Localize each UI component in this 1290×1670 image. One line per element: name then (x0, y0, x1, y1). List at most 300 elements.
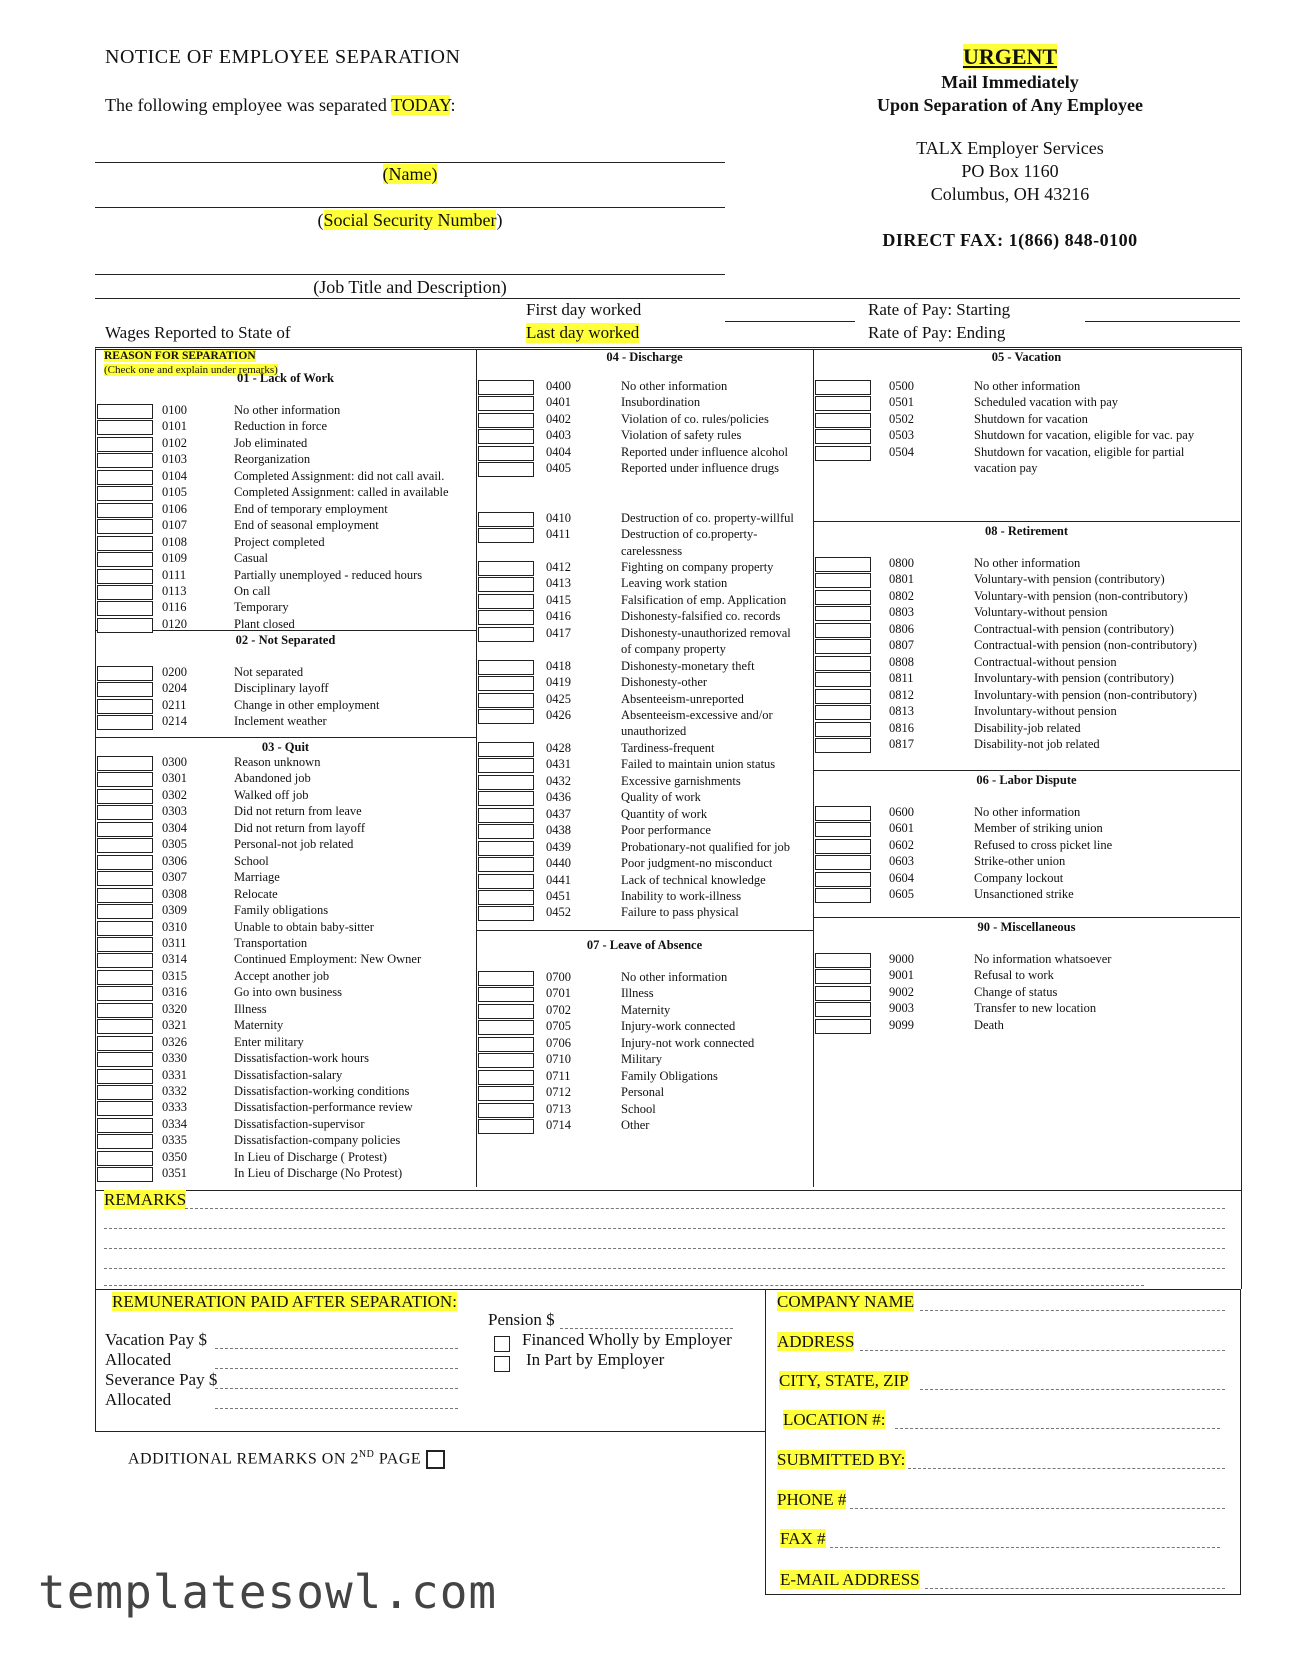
reason-desc-0714: Other (621, 1118, 650, 1133)
code-0438: 0438 (546, 823, 571, 838)
reason-desc-0813: Involuntary-without pension (974, 704, 1117, 719)
checkbox-0402[interactable] (478, 413, 534, 428)
reason-desc-0405: Reported under influence drugs (621, 461, 779, 476)
direct-fax: DIRECT FAX: 1(866) 848-0100 (882, 230, 1138, 250)
code-0600: 0600 (889, 805, 914, 819)
code-0413: 0413 (546, 576, 571, 591)
checkbox-0104[interactable] (97, 470, 153, 485)
checkbox-0817[interactable] (815, 738, 871, 753)
checkbox-0403[interactable] (478, 429, 534, 444)
checkbox-0437[interactable] (478, 808, 534, 823)
additional-remarks-page: PAGE (374, 1450, 422, 1468)
checkbox-0334[interactable] (97, 1118, 153, 1133)
checkbox-0413[interactable] (478, 577, 534, 592)
code-0411: 0411 (546, 527, 571, 542)
reason-desc-0102: Job eliminated (234, 435, 308, 450)
reason-desc-0501: Scheduled vacation with pay (974, 395, 1119, 410)
checkbox-0412[interactable] (478, 561, 534, 576)
code-0103: 0103 (162, 452, 187, 467)
in-part-checkbox-square[interactable] (494, 1356, 510, 1372)
checkbox-0417[interactable] (478, 627, 534, 642)
ssn-close: ) (496, 210, 503, 230)
code-0111: 0111 (162, 567, 187, 582)
code-0335: 0335 (162, 1133, 187, 1148)
code-0816: 0816 (889, 720, 914, 735)
fax-field[interactable] (830, 1547, 1220, 1548)
code-0706: 0706 (546, 1035, 571, 1050)
urgent-label (810, 44, 1210, 70)
reason-desc-0412: Fighting on company property (621, 559, 774, 574)
remarks-box (95, 1187, 1242, 1289)
company-name-label (777, 1292, 914, 1312)
reason-desc-0200: Not separated (234, 665, 304, 679)
section-title-08: 08 - Retirement (984, 524, 1069, 538)
reason-desc-0425: Absenteeism-unreported (621, 691, 744, 706)
checkbox-0309[interactable] (97, 904, 153, 919)
checkbox-0816[interactable] (815, 722, 871, 737)
checkbox-0401[interactable] (478, 396, 534, 411)
reason-desc-0437: Quantity of work (621, 806, 708, 821)
checkbox-0426[interactable] (478, 709, 534, 724)
financed-checkbox[interactable] (494, 1335, 510, 1353)
checkbox-0501[interactable] (815, 396, 871, 411)
checkbox-0111[interactable] (97, 569, 153, 584)
code-0803: 0803 (889, 605, 914, 620)
code-0106: 0106 (162, 501, 187, 516)
checkbox-0410[interactable] (478, 512, 534, 527)
code-0503: 0503 (889, 428, 914, 443)
checkbox-0102[interactable] (97, 437, 153, 452)
checkbox-0452[interactable] (478, 906, 534, 921)
checkbox-0504[interactable] (815, 446, 871, 461)
mail-immediately: Mail Immediately (941, 72, 1079, 92)
name-line[interactable] (95, 162, 725, 163)
checkbox-0331[interactable] (97, 1069, 153, 1084)
reason-desc-0120: Plant closed (234, 616, 295, 631)
remun-title-text: REMUNERATION PAID AFTER SEPARATION: (112, 1292, 457, 1311)
checkbox-0109[interactable] (97, 552, 153, 567)
checkbox-0706[interactable] (478, 1037, 534, 1052)
checkbox-0811[interactable] (815, 672, 871, 687)
code-0432: 0432 (546, 773, 571, 788)
reason-desc-0204: Disciplinary layoff (234, 681, 329, 696)
section-title-06: 06 - Labor Dispute (976, 773, 1077, 787)
reason-desc-0314: Continued Employment: New Owner (234, 952, 422, 967)
section-title-04: 04 - Discharge (606, 350, 683, 364)
pension-label: Pension $ (488, 1310, 555, 1329)
vacation-pay-field[interactable] (215, 1348, 458, 1349)
checkbox-0351[interactable] (97, 1167, 153, 1182)
checkbox-0120[interactable] (97, 618, 153, 633)
talx-address-3: Columbus, OH 43216 (930, 184, 1090, 204)
checkbox-9002[interactable] (815, 986, 871, 1001)
checkbox-0303[interactable] (97, 805, 153, 820)
checkbox-0320[interactable] (97, 1003, 153, 1018)
ssn-line[interactable] (95, 207, 725, 208)
reason-desc-0106: End of temporary employment (234, 501, 388, 516)
code-0404: 0404 (546, 444, 571, 459)
talx-address-1: TALX Employer Services (916, 138, 1104, 158)
checkbox-0812[interactable] (815, 689, 871, 704)
code-0711: 0711 (546, 1068, 571, 1083)
reason-desc-0419: Dishonesty-other (621, 675, 708, 690)
checkbox-0700[interactable] (478, 971, 534, 986)
reason-desc-0440: Poor judgment-no misconduct (621, 856, 773, 871)
reason-desc-0418: Dishonesty-monetary theft (621, 658, 755, 673)
code-0800: 0800 (889, 556, 914, 570)
checkbox-0605[interactable] (815, 888, 871, 903)
checkbox-0710[interactable] (478, 1053, 534, 1068)
checkbox-0803[interactable] (815, 606, 871, 621)
reason-desc-0304: Did not return from layoff (234, 820, 365, 835)
reason-desc-0605: Unsanctioned strike (974, 887, 1074, 902)
address-text: ADDRESS (777, 1332, 855, 1351)
section-title-01: 01 - Lack of Work (237, 371, 334, 385)
checkbox-0321[interactable] (97, 1019, 153, 1034)
phone-field[interactable] (850, 1508, 1225, 1509)
code-0301: 0301 (162, 771, 187, 786)
reason-desc-0401: Insubordination (621, 395, 701, 410)
code-0713: 0713 (546, 1101, 571, 1116)
severance-pay-label: Severance Pay $ (105, 1370, 218, 1389)
checkbox-0101[interactable] (97, 420, 153, 435)
checkbox-0314[interactable] (97, 953, 153, 968)
reason-desc-9099: Death (974, 1017, 1004, 1032)
allocated-1-field[interactable] (215, 1368, 458, 1369)
code-0204: 0204 (162, 681, 187, 696)
checkbox-9003[interactable] (815, 1002, 871, 1017)
address-label (777, 1332, 854, 1352)
checkbox-0400[interactable] (478, 380, 534, 395)
submitted-by-field[interactable] (908, 1468, 1225, 1469)
section-divider-top-07 (476, 930, 813, 931)
reason-desc-0309: Family obligations (234, 903, 329, 918)
checkbox-0306[interactable] (97, 855, 153, 870)
code-0714: 0714 (546, 1118, 571, 1133)
city-state-zip-text: CITY, STATE, ZIP (779, 1371, 909, 1390)
code-9099: 9099 (889, 1017, 914, 1032)
code-0109: 0109 (162, 551, 187, 566)
wages-top-line (95, 298, 1240, 299)
checkbox-0440[interactable] (478, 857, 534, 872)
phone-text: PHONE # (777, 1490, 847, 1509)
reason-desc-0400: No other information (621, 379, 728, 393)
checkbox-0315[interactable] (97, 970, 153, 985)
checkbox-0305[interactable] (97, 838, 153, 853)
company-name-field[interactable] (920, 1310, 1225, 1311)
checkbox-0214[interactable] (97, 715, 153, 730)
checkbox-0100[interactable] (97, 404, 153, 419)
checkbox-0304[interactable] (97, 822, 153, 837)
checkbox-0702[interactable] (478, 1004, 534, 1019)
checkbox-0332[interactable] (97, 1085, 153, 1100)
company-left-edge (765, 1289, 766, 1594)
checkbox-0800[interactable] (815, 557, 871, 572)
reason-desc-0436: Quality of work (621, 790, 701, 805)
section-divider-06 (813, 917, 1240, 918)
reason-desc-0428: Tardiness-frequent (621, 740, 715, 755)
remarks-line-5[interactable] (104, 1285, 1144, 1286)
checkbox-0107[interactable] (97, 519, 153, 534)
code-0702: 0702 (546, 1002, 571, 1017)
vacation-pay-label: Vacation Pay $ (105, 1330, 207, 1349)
additional-remarks (128, 1449, 445, 1469)
watermark-logo: templatesowl.com (38, 1565, 498, 1619)
code-0320: 0320 (162, 1001, 187, 1016)
code-0304: 0304 (162, 820, 187, 835)
code-9002: 9002 (889, 984, 914, 999)
checkbox-0335[interactable] (97, 1134, 153, 1149)
intro-today: TODAY (391, 95, 451, 115)
code-0451: 0451 (546, 888, 571, 903)
reason-desc-0816: Disability-job related (974, 720, 1081, 735)
checkbox-0200[interactable] (97, 666, 153, 681)
reason-desc-cont: vacation pay (974, 461, 1038, 476)
code-0431: 0431 (546, 757, 571, 772)
checkbox-0431[interactable] (478, 758, 534, 773)
checkbox-0711[interactable] (478, 1070, 534, 1085)
reason-desc-9000: No information whatsoever (974, 952, 1112, 966)
checkbox-0307[interactable] (97, 871, 153, 886)
section-title-03: 03 - Quit (261, 740, 310, 754)
checkbox-9099[interactable] (815, 1019, 871, 1034)
reason-desc-0415: Falsification of emp. Application (621, 592, 787, 607)
checkbox-0316[interactable] (97, 986, 153, 1001)
remun-top-line (95, 1289, 1240, 1290)
code-0350: 0350 (162, 1149, 187, 1164)
reason-desc-0100: No other information (234, 403, 341, 417)
checkbox-0211[interactable] (97, 699, 153, 714)
checkbox-0441[interactable] (478, 874, 534, 889)
reason-desc-0351: In Lieu of Discharge (No Protest) (234, 1166, 403, 1181)
phone-label (777, 1490, 846, 1510)
checkbox-0808[interactable] (815, 656, 871, 671)
checkbox-0801[interactable] (815, 573, 871, 588)
checkbox-0415[interactable] (478, 594, 534, 609)
checkbox-0712[interactable] (478, 1086, 534, 1101)
checkbox-0350[interactable] (97, 1151, 153, 1166)
code-0705: 0705 (546, 1019, 571, 1034)
pension-field[interactable] (560, 1328, 733, 1329)
checkbox-0105[interactable] (97, 486, 153, 501)
checkbox-0333[interactable] (97, 1101, 153, 1116)
checkbox-9001[interactable] (815, 969, 871, 984)
code-0402: 0402 (546, 411, 571, 426)
allocated-2-field[interactable] (215, 1408, 458, 1409)
financed-checkbox-square[interactable] (494, 1336, 510, 1352)
reason-desc-0431: Failed to maintain union status (621, 757, 776, 772)
address-field[interactable] (860, 1350, 1225, 1351)
checkbox-0502[interactable] (815, 413, 871, 428)
checkbox-0600[interactable] (815, 806, 871, 821)
remarks-line-3[interactable] (104, 1248, 1225, 1249)
checkbox-0330[interactable] (97, 1052, 153, 1067)
checkbox-0432[interactable] (478, 775, 534, 790)
reason-desc-cont: of company property (621, 642, 726, 657)
remun-title (112, 1292, 457, 1312)
section-title-05: 05 - Vacation (991, 350, 1062, 364)
code-0412: 0412 (546, 559, 571, 574)
code-0310: 0310 (162, 919, 187, 934)
checkbox-0416[interactable] (478, 610, 534, 625)
severance-pay-field[interactable] (215, 1388, 458, 1389)
reason-desc-0600: No other information (974, 805, 1081, 819)
checkbox-0503[interactable] (815, 429, 871, 444)
reason-desc-0416: Dishonesty-falsified co. records (621, 609, 781, 624)
in-part-checkbox[interactable] (494, 1355, 510, 1373)
in-part-label: In Part by Employer (526, 1350, 665, 1369)
checkbox-0713[interactable] (478, 1103, 534, 1118)
checkbox-0807[interactable] (815, 639, 871, 654)
checkbox-0116[interactable] (97, 601, 153, 616)
reason-desc-0320: Illness (234, 1001, 267, 1016)
location-field[interactable] (895, 1428, 1220, 1429)
code-0417: 0417 (546, 625, 571, 640)
reason-desc-0502: Shutdown for vacation (974, 411, 1088, 426)
checkbox-0425[interactable] (478, 693, 534, 708)
remarks-line-4[interactable] (104, 1268, 1225, 1269)
checkbox-0311[interactable] (97, 937, 153, 952)
checkbox-0802[interactable] (815, 590, 871, 605)
checkbox-0310[interactable] (97, 921, 153, 936)
reason-desc-0111: Partially unemployed - reduced hours (234, 567, 423, 582)
remarks-line-1[interactable] (185, 1208, 1225, 1209)
code-0308: 0308 (162, 886, 187, 901)
checkbox-0301[interactable] (97, 772, 153, 787)
checkbox-0405[interactable] (478, 462, 534, 477)
checkbox-0602[interactable] (815, 839, 871, 854)
code-0351: 0351 (162, 1166, 187, 1181)
reason-desc-0321: Maternity (234, 1018, 284, 1033)
checkbox-0813[interactable] (815, 705, 871, 720)
checkbox-0705[interactable] (478, 1020, 534, 1035)
job-line[interactable] (95, 274, 725, 275)
code-0710: 0710 (546, 1052, 571, 1067)
checkbox-0404[interactable] (478, 446, 534, 461)
code-0326: 0326 (162, 1034, 187, 1049)
code-0602: 0602 (889, 837, 914, 852)
reason-desc-0113: On call (234, 583, 271, 598)
code-0416: 0416 (546, 609, 571, 624)
checkbox-0701[interactable] (478, 987, 534, 1002)
checkbox-0500[interactable] (815, 380, 871, 395)
city-state-zip-field[interactable] (920, 1389, 1225, 1390)
reason-desc-0305: Personal-not job related (234, 837, 354, 852)
checkbox-0108[interactable] (97, 536, 153, 551)
checkbox-0103[interactable] (97, 453, 153, 468)
reason-desc-0601: Member of striking union (974, 821, 1103, 836)
code-0113: 0113 (162, 583, 187, 598)
code-0315: 0315 (162, 968, 187, 983)
reason-desc-0315: Accept another job (234, 968, 330, 983)
checkbox-0601[interactable] (815, 822, 871, 837)
code-0813: 0813 (889, 704, 914, 719)
rate-end-label: Rate of Pay: Ending (868, 323, 1006, 342)
checkbox-0113[interactable] (97, 585, 153, 600)
reason-desc-0438: Poor performance (621, 823, 711, 838)
reason-desc-0801: Voluntary-with pension (contributory) (974, 572, 1165, 587)
code-0100: 0100 (162, 403, 187, 417)
reason-desc-0811: Involuntary-with pension (contributory) (974, 671, 1174, 686)
reason-desc-0350: In Lieu of Discharge ( Protest) (234, 1149, 387, 1164)
wages-state-label: Wages Reported to State of (105, 323, 291, 342)
reason-desc-0705: Injury-work connected (621, 1019, 736, 1034)
checkbox-0300[interactable] (97, 756, 153, 771)
grid-divider-1 (476, 349, 477, 1187)
checkbox-9000[interactable] (815, 953, 871, 968)
reason-desc-0711: Family Obligations (621, 1068, 718, 1083)
code-0330: 0330 (162, 1051, 187, 1066)
reason-desc-0333: Dissatisfaction-performance review (234, 1100, 413, 1115)
reason-desc-0103: Reorganization (234, 452, 311, 467)
ssn-open: ( (317, 210, 324, 230)
reason-desc-0706: Injury-not work connected (621, 1035, 755, 1050)
name-label (95, 164, 725, 185)
checkbox-0204[interactable] (97, 682, 153, 697)
checkbox-0439[interactable] (478, 841, 534, 856)
email-field[interactable] (925, 1588, 1225, 1589)
reason-desc-0604: Company lockout (974, 870, 1064, 885)
checkbox-0438[interactable] (478, 824, 534, 839)
checkbox-0326[interactable] (97, 1036, 153, 1051)
fax-label (780, 1529, 826, 1549)
rate-start-field[interactable] (1085, 321, 1240, 322)
code-0440: 0440 (546, 856, 571, 871)
code-0116: 0116 (162, 600, 187, 615)
code-0401: 0401 (546, 395, 571, 410)
reason-desc-0306: School (234, 853, 269, 868)
checkbox-0308[interactable] (97, 888, 153, 903)
checkbox-0451[interactable] (478, 890, 534, 905)
reason-desc-0452: Failure to pass physical (621, 905, 739, 920)
code-0307: 0307 (162, 870, 187, 885)
checkbox-0604[interactable] (815, 872, 871, 887)
reason-desc-0432: Excessive garnishments (621, 773, 741, 788)
checkbox-0418[interactable] (478, 660, 534, 675)
code-0311: 0311 (162, 935, 187, 950)
checkbox-0302[interactable] (97, 789, 153, 804)
intro-line (105, 95, 455, 116)
first-day-field[interactable] (725, 321, 855, 322)
code-0305: 0305 (162, 837, 187, 852)
reason-desc-0603: Strike-other union (974, 854, 1066, 869)
reason-desc-0105: Completed Assignment: called in available (234, 485, 449, 500)
reason-desc-0404: Reported under influence alcohol (621, 444, 788, 459)
checkbox-0806[interactable] (815, 623, 871, 638)
checkbox-0428[interactable] (478, 742, 534, 757)
checkbox-0436[interactable] (478, 791, 534, 806)
fax-text: FAX # (780, 1529, 826, 1548)
checkbox-0106[interactable] (97, 503, 153, 518)
reason-desc-0700: No other information (621, 970, 728, 984)
reason-desc-0116: Temporary (234, 600, 289, 615)
code-0333: 0333 (162, 1100, 187, 1115)
urgent-text: URGENT (962, 44, 1058, 69)
reason-desc-0108: Project completed (234, 534, 325, 549)
checkbox-0419[interactable] (478, 676, 534, 691)
code-0309: 0309 (162, 903, 187, 918)
checkbox-0411[interactable] (478, 528, 534, 543)
additional-remarks-text: ADDITIONAL REMARKS ON 2 (128, 1450, 359, 1468)
section-title-07: 07 - Leave of Absence (586, 938, 703, 952)
additional-remarks-checkbox[interactable] (426, 1450, 445, 1469)
checkbox-0603[interactable] (815, 855, 871, 870)
remarks-line-2[interactable] (104, 1228, 1225, 1229)
company-right-edge (1240, 1289, 1241, 1594)
code-0410: 0410 (546, 510, 571, 525)
checkbox-0714[interactable] (478, 1119, 534, 1134)
code-0808: 0808 (889, 654, 914, 669)
